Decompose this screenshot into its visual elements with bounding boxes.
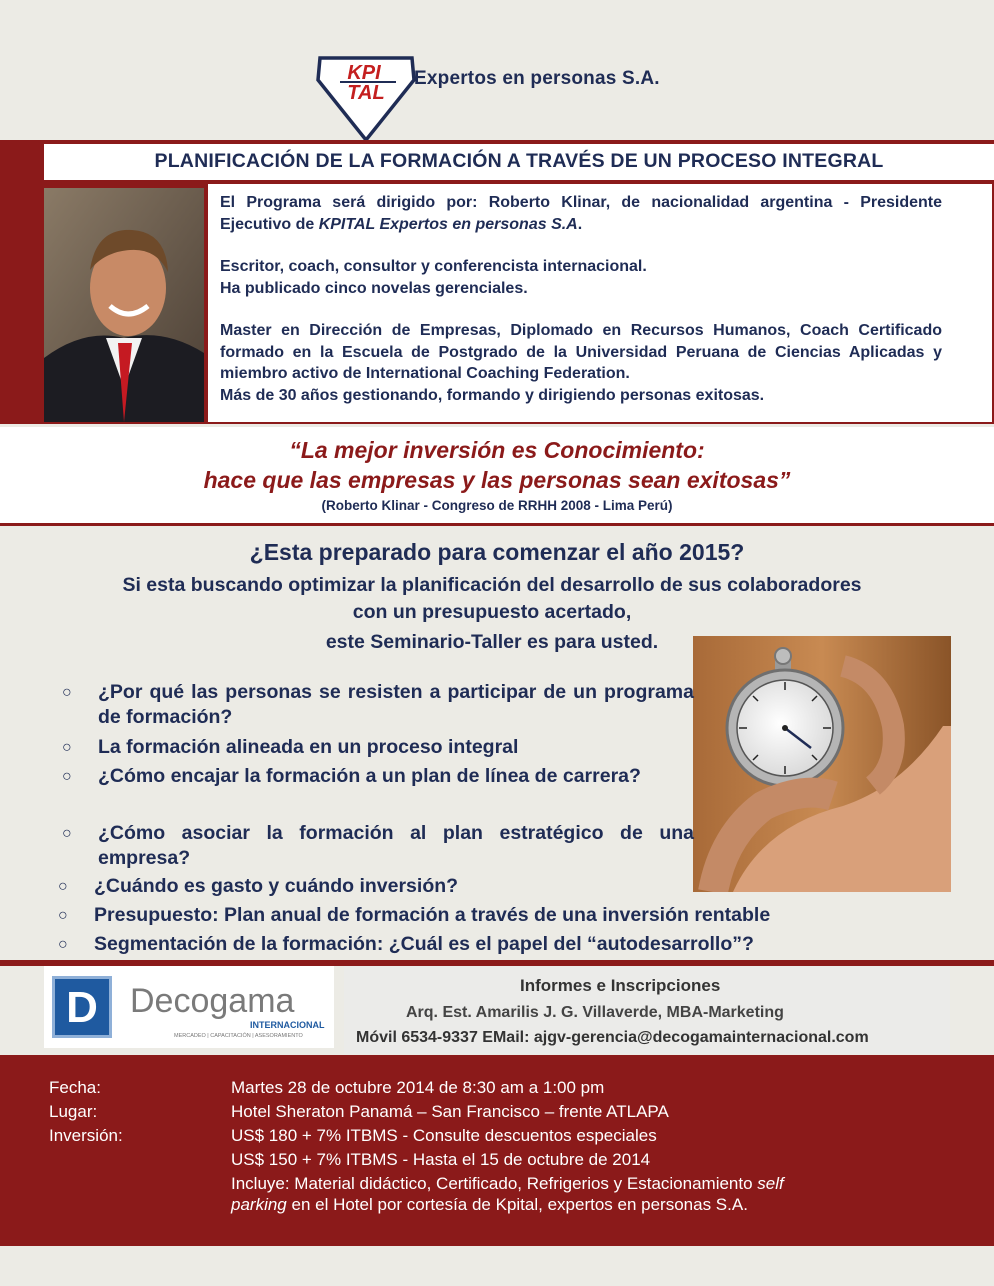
headline: ¿Esta preparado para comenzar el año 2015? — [249, 539, 745, 565]
contact-panel — [344, 966, 950, 1054]
decogama-logo-letter: D — [66, 983, 98, 1032]
incluye-rest: en el Hotel por cortesía de Kpital, expertos en personas S.A. — [286, 1195, 748, 1214]
stopwatch-photo — [693, 636, 951, 892]
lugar-value: Hotel Sheraton Panamá – San Francisco – frente ATLAPA — [231, 1102, 669, 1121]
list-item-text: Segmentación de la formación: ¿Cuál es el papel del “autodesarrollo”? — [94, 933, 754, 955]
bio-section — [0, 184, 994, 424]
decogama-logo — [44, 966, 334, 1048]
inversion-label: Inversión: — [49, 1126, 123, 1145]
inversion-value-2: US$ 150 + 7% ITBMS - Hasta el 15 de octubre de 2014 — [231, 1150, 651, 1169]
bio-paragraph-4: Más de 30 años gestionando, formando y dirigiendo personas exitosas. — [220, 386, 765, 404]
contact-phone-email: Móvil 6534-9337 EMail: ajgv-gerencia@decogamainternacional.com — [356, 1029, 869, 1046]
bullet-glyph: ○ — [62, 739, 72, 756]
bullet-glyph: ○ — [58, 878, 68, 895]
quote-line-2: hace que las empresas y las personas sean exitosas” — [203, 467, 791, 493]
contact-title: Informes e Inscripciones — [520, 976, 721, 995]
page-title: PLANIFICACIÓN DE LA FORMACIÓN A TRAVÉS DE UN PROCESO INTEGRAL — [154, 150, 884, 172]
bio-panel — [208, 184, 992, 422]
fecha-value: Martes 28 de octubre 2014 de 8:30 am a 1:00 pm — [231, 1078, 605, 1097]
decogama-name: Decogama — [130, 982, 295, 1020]
decogama-logo-mark — [52, 976, 112, 1038]
bio-intro-end: . — [577, 215, 583, 233]
bullet-glyph: ○ — [62, 684, 72, 701]
bio-text — [220, 192, 942, 427]
fecha-label: Fecha: — [49, 1078, 101, 1097]
kpital-logo — [314, 52, 418, 144]
quote-source: (Roberto Klinar - Congreso de RRHH 2008 - Lima Perú) — [321, 498, 673, 513]
quote-line-1: “La mejor inversión es Conocimiento: — [289, 437, 705, 463]
list-item-text: ¿Cómo asociar la formación al plan estratégico de una empresa? — [98, 822, 694, 869]
bullet-glyph: ○ — [58, 907, 68, 924]
list-item-text: ¿Cómo encajar la formación a un plan de línea de carrera? — [98, 765, 641, 787]
incluye-text: Incluye: Material didáctico, Certificado, Refrigerios y Estacionamiento — [231, 1174, 758, 1193]
bio-paragraph-2 — [220, 256, 942, 299]
logo-text-line1: KPI — [347, 62, 381, 84]
event-details — [0, 1055, 994, 1246]
subheadline-2: con un presupuesto acertado, — [352, 601, 632, 623]
title-bar-panel — [44, 144, 994, 180]
detail-row-incluye — [231, 1173, 931, 1215]
list-item-text: ¿Por qué las personas se resisten a participar de un programa de formación? — [98, 681, 694, 728]
lugar-label: Lugar: — [49, 1102, 98, 1121]
subheadline-1: Si esta buscando optimizar la planificación del desarrollo de sus colaboradores — [122, 574, 862, 596]
bio-intro: El Programa será dirigido por: Roberto Klinar, de nacionalidad argentina - Presidente Ejecutivo de — [220, 194, 942, 233]
subheadline-3: este Seminario-Taller es para usted. — [325, 631, 659, 653]
logo-text-line2: TAL — [347, 82, 385, 104]
incluye-parking: parking — [231, 1195, 287, 1214]
bottom-strip — [0, 1246, 994, 1286]
bio-novels: Ha publicado cinco novelas gerenciales. — [220, 279, 528, 297]
bullet-glyph: ○ — [62, 825, 72, 842]
bio-company: KPITAL Expertos en personas S.A — [318, 215, 578, 233]
bio-paragraph-3: Master en Dirección de Empresas, Diplomado en Recursos Humanos, Coach Certificado formado en la Escuela de Postgrado de la Universidad Peruana de Ciencias Aplicadas y miembro activo de International Coaching Federation. — [220, 322, 942, 382]
inversion-value-1: US$ 180 + 7% ITBMS - Consulte descuentos especiales — [231, 1126, 657, 1145]
bio-paragraph-1 — [220, 192, 942, 235]
list-item-text: ¿Cuándo es gasto y cuándo inversión? — [94, 875, 459, 897]
decogama-sub: INTERNACIONAL — [250, 1020, 325, 1030]
bullet-glyph: ○ — [62, 768, 72, 785]
speaker-photo — [44, 188, 204, 422]
contact-name: Arq. Est. Amarilis J. G. Villaverde, MBA-Marketing — [406, 1004, 784, 1021]
list-item-text: Presupuesto: Plan anual de formación a través de una inversión rentable — [94, 904, 771, 926]
incluye-self: self — [757, 1174, 784, 1193]
list-item-text: La formación alineada en un proceso integral — [98, 736, 519, 758]
decogama-tagline: MERCADEO | CAPACITACIÓN | ASESORAMIENTO — [174, 1033, 303, 1039]
quote-section — [0, 427, 994, 526]
bullet-glyph: ○ — [58, 936, 68, 953]
title-bar — [0, 140, 994, 184]
bio-roles: Escritor, coach, consultor y conferencista internacional. — [220, 258, 647, 275]
company-name: Expertos en personas S.A. — [414, 68, 660, 89]
